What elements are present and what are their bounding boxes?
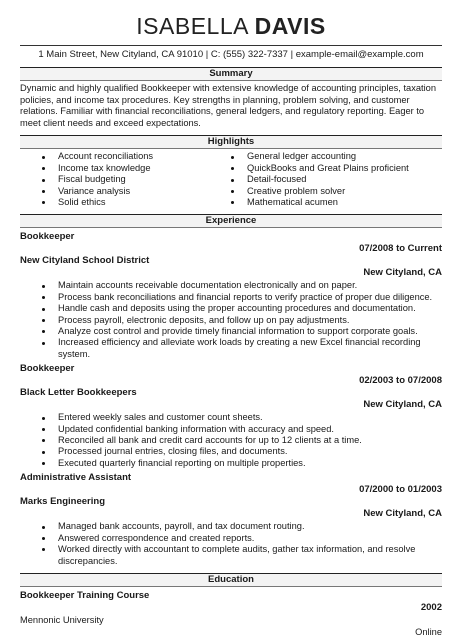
education-heading: Education [20, 573, 442, 587]
duty-item: Increased efficiency and alleviate work loads by creating a new Excel financial recording system. [42, 337, 442, 360]
job-dates: 07/2000 to 01/2003 [359, 484, 442, 496]
highlights-left-column [20, 151, 231, 208]
job-title: Bookkeeper [20, 231, 75, 243]
duty-item: Worked directly with accountant to complete audits, gather tax information, and resolve discrepancies. [42, 544, 442, 567]
job-dates: 02/2003 to 07/2008 [359, 375, 442, 387]
first-name: ISABELLA [136, 13, 248, 39]
candidate-name [20, 13, 442, 39]
job-entry [20, 472, 442, 567]
highlights-right-column [231, 151, 442, 208]
highlight-item: Creative problem solver [231, 186, 442, 197]
highlight-item: Variance analysis [20, 186, 231, 197]
header-divider [20, 45, 442, 46]
education-school: Mennonic University [20, 614, 104, 625]
duty-item: Process bank reconciliations and financial reports to verify practice of proper due diligence. [42, 292, 442, 303]
summary-heading: Summary [20, 67, 442, 81]
job-duties [20, 521, 442, 567]
job-title: Bookkeeper [20, 363, 75, 375]
duty-item: Processed journal entries, closing files, and documents. [42, 446, 442, 457]
job-location: New Cityland, CA [363, 508, 442, 520]
duty-item: Executed quarterly financial reporting on multiple properties. [42, 458, 442, 469]
job-company: New Cityland School District [20, 255, 150, 267]
duty-item: Analyze cost control and provide timely financial information to support corporate goals. [42, 326, 442, 337]
job-location: New Cityland, CA [363, 267, 442, 279]
education-location: Online [415, 626, 442, 637]
summary-text: Dynamic and highly qualified Bookkeeper with extensive knowledge of accounting principles, taxation policies, and income tax procedures. Key strengths in planning, problem solving, and customer relations. Familiar with financial reconciliations, general ledgers, and regulatory reporting. Eager to meet client needs and exceed expectations. [20, 83, 437, 128]
job-duties [20, 412, 442, 469]
job-entry [20, 363, 442, 469]
education-entry [20, 590, 442, 638]
contact-line: 1 Main Street, New Cityland, CA 91010 | C: (555) 322-7337 | example-email@example.com [38, 49, 424, 60]
job-location: New Cityland, CA [363, 399, 442, 411]
job-entry [20, 231, 442, 360]
job-company: Black Letter Bookkeepers [20, 387, 137, 399]
job-title: Administrative Assistant [20, 472, 132, 484]
highlight-item: Fiscal budgeting [20, 174, 231, 185]
highlights-grid [20, 151, 442, 208]
duty-item: Managed bank accounts, payroll, and tax document routing. [42, 521, 442, 532]
experience-heading: Experience [20, 214, 442, 228]
duty-item: Entered weekly sales and customer count sheets. [42, 412, 442, 423]
duty-item: Process payroll, electronic deposits, and follow up on pay adjustments. [42, 315, 442, 326]
job-company: Marks Engineering [20, 496, 105, 508]
last-name: DAVIS [254, 13, 326, 39]
highlight-item: QuickBooks and Great Plains proficient [231, 163, 442, 174]
highlight-item: Mathematical acumen [231, 197, 442, 208]
resume-page [20, 0, 442, 638]
job-dates: 07/2008 to Current [359, 243, 442, 255]
education-year: 2002 [420, 601, 442, 613]
education-title: Bookkeeper Training Course [20, 589, 150, 601]
duty-item: Maintain accounts receivable documentation electronically and on paper. [42, 280, 442, 291]
highlights-heading: Highlights [20, 135, 442, 149]
duty-item: Handle cash and deposits using the proper accounting procedures and documentation. [42, 303, 442, 314]
duty-item: Updated confidential banking information with accuracy and speed. [42, 424, 442, 435]
highlight-item: General ledger accounting [231, 151, 442, 162]
duty-item: Reconciled all bank and credit card accounts for up to 12 clients at a time. [42, 435, 442, 446]
duty-item: Answered correspondence and created reports. [42, 533, 442, 544]
job-duties [20, 280, 442, 360]
highlight-item: Account reconciliations [20, 151, 231, 162]
highlight-item: Detail-focused [231, 174, 442, 185]
highlight-item: Income tax knowledge [20, 163, 231, 174]
highlight-item: Solid ethics [20, 197, 231, 208]
